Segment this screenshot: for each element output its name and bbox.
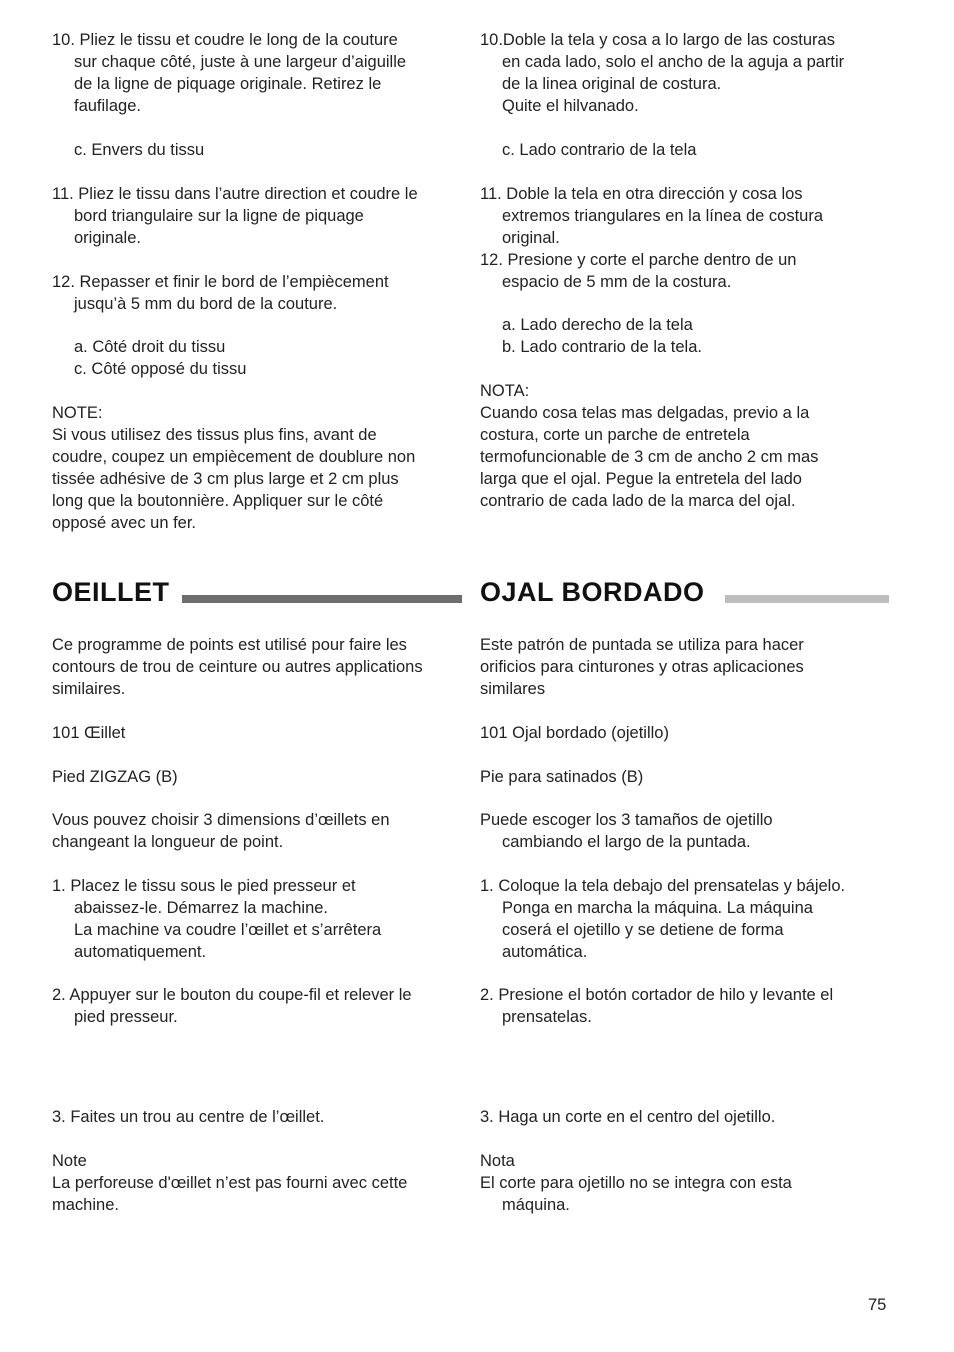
es-pattern: 101 Ojal bordado (ojetillo) <box>480 724 669 742</box>
es-step12-line1: 12. Presione y corte el parche dentro de un <box>480 251 797 269</box>
fr-step12-line2: jusqu’à 5 mm du bord de la couture. <box>74 295 338 313</box>
fr-s2-line1: 2. Appuyer sur le bouton du coupe-fil et relever le <box>52 986 412 1004</box>
fr-step12-line1: 12. Repasser et finir le bord de l’empiècement <box>52 273 389 291</box>
fr-sizes-line2: changeant la longueur de point. <box>52 833 284 851</box>
es-step11-line3: original. <box>502 229 560 247</box>
page-number: 75 <box>868 1296 887 1314</box>
es-s1-line3: coserá el ojetillo y se detiene de forma <box>502 921 784 939</box>
es-intro-line3: similares <box>480 680 546 698</box>
es-intro-line2: orificios para cinturones y otras aplicaciones <box>480 658 804 676</box>
fr-step11-line1: 11. Pliez le tissu dans l’autre direction et coudre le <box>52 185 418 203</box>
es-label-a: a. Lado derecho de la tela <box>502 316 693 334</box>
fr-sizes-line1: Vous pouvez choisir 3 dimensions d’œillets en <box>52 811 390 829</box>
fr-note-line3: tissée adhésive de 3 cm plus large et 2 cm plus <box>52 470 399 488</box>
es-step12-line2: espacio de 5 mm de la costura. <box>502 273 732 291</box>
es-sizes-line2: cambiando el largo de la puntada. <box>502 833 751 851</box>
fr-step11-line2: bord triangulaire sur la ligne de piquage <box>74 207 364 225</box>
fr-s1-line3: La machine va coudre l’œillet et s’arrêtera <box>74 921 382 939</box>
fr-note-title: NOTE: <box>52 404 103 422</box>
es-heading-rule <box>725 595 889 603</box>
es-section-heading: OJAL BORDADO <box>480 577 705 607</box>
es-sizes-line1: Puede escoger los 3 tamaños de ojetillo <box>480 811 773 829</box>
fr-step10-line1: 10. Pliez le tissu et coudre le long de la couture <box>52 31 398 49</box>
fr-note2-line2: machine. <box>52 1196 119 1214</box>
es-note-line5: contrario de cada lado de la marca del ojal. <box>480 492 796 510</box>
fr-foot: Pied ZIGZAG (B) <box>52 768 178 786</box>
fr-step11-line3: originale. <box>74 229 141 247</box>
fr-step10-line4: faufilage. <box>74 97 141 115</box>
es-step10-line2: en cada lado, solo el ancho de la aguja a partir <box>502 53 845 71</box>
fr-note2-line1: La perforeuse d'œillet n’est pas fourni avec cette <box>52 1174 408 1192</box>
es-step10-line4: Quite el hilvanado. <box>502 97 639 115</box>
fr-intro-line2: contours de trou de ceinture ou autres applications <box>52 658 423 676</box>
es-step10-line3: de la linea original de costura. <box>502 75 722 93</box>
es-note2-line2: máquina. <box>502 1196 570 1214</box>
fr-label-a: a. Côté droit du tissu <box>74 338 226 356</box>
es-label-b: b. Lado contrario de la tela. <box>502 338 702 356</box>
es-note-line2: costura, corte un parche de entretela <box>480 426 750 444</box>
fr-s3: 3. Faites un trou au centre de l’œillet. <box>52 1108 325 1126</box>
es-note-line3: termofuncionable de 3 cm de ancho 2 cm mas <box>480 448 819 466</box>
es-s1-line4: automática. <box>502 943 588 961</box>
fr-note2-title: Note <box>52 1152 87 1170</box>
fr-s1-line1: 1. Placez le tissu sous le pied presseur et <box>52 877 356 895</box>
es-note-line1: Cuando cosa telas mas delgadas, previo a la <box>480 404 810 422</box>
fr-heading-rule <box>182 595 462 603</box>
fr-intro-line1: Ce programme de points est utilisé pour faire les <box>52 636 407 654</box>
fr-step10-line2: sur chaque côté, juste à une largeur d’aiguille <box>74 53 407 71</box>
es-heading-row <box>480 574 890 610</box>
es-intro-line1: Este patrón de puntada se utiliza para hacer <box>480 636 804 654</box>
fr-heading-row <box>52 574 462 610</box>
fr-step10-line3: de la ligne de piquage originale. Retirez le <box>74 75 382 93</box>
fr-s1-line2: abaissez-le. Démarrez la machine. <box>74 899 329 917</box>
fr-note-line2: coudre, coupez un empiècement de doublure non <box>52 448 416 466</box>
es-label-c: c. Lado contrario de la tela <box>502 141 697 159</box>
es-s3: 3. Haga un corte en el centro del ojetillo. <box>480 1108 776 1126</box>
fr-label-c: c. Envers du tissu <box>74 141 205 159</box>
fr-s1-line4: automatiquement. <box>74 943 207 961</box>
fr-note-line4: long que la boutonnière. Appliquer sur le côté <box>52 492 384 510</box>
es-step11-line2: extremos triangulares en la línea de costura <box>502 207 824 225</box>
fr-note-line1: Si vous utilisez des tissus plus fins, avant de <box>52 426 377 444</box>
es-s1-line2: Ponga en marcha la máquina. La máquina <box>502 899 813 917</box>
es-s2-line2: prensatelas. <box>502 1008 592 1026</box>
fr-label-c2: c. Côté opposé du tissu <box>74 360 247 378</box>
fr-s2-line2: pied presseur. <box>74 1008 178 1026</box>
es-step11-line1: 11. Doble la tela en otra dirección y cosa los <box>480 185 803 203</box>
es-note2-title: Nota <box>480 1152 515 1170</box>
es-note-line4: larga que el ojal. Pegue la entretela del lado <box>480 470 802 488</box>
es-s2-line1: 2. Presione el botón cortador de hilo y levante el <box>480 986 834 1004</box>
fr-note-line5: opposé avec un fer. <box>52 514 197 532</box>
fr-pattern: 101 Œillet <box>52 724 126 742</box>
es-foot: Pie para satinados (B) <box>480 768 644 786</box>
es-step10-line1: 10.Doble la tela y cosa a lo largo de las costuras <box>480 31 835 49</box>
fr-intro-line3: similaires. <box>52 680 126 698</box>
es-note-title: NOTA: <box>480 382 530 400</box>
es-note2-line1: El corte para ojetillo no se integra con esta <box>480 1174 792 1192</box>
es-s1-line1: 1. Coloque la tela debajo del prensatelas y bájelo. <box>480 877 846 895</box>
fr-section-heading: OEILLET <box>52 577 170 607</box>
